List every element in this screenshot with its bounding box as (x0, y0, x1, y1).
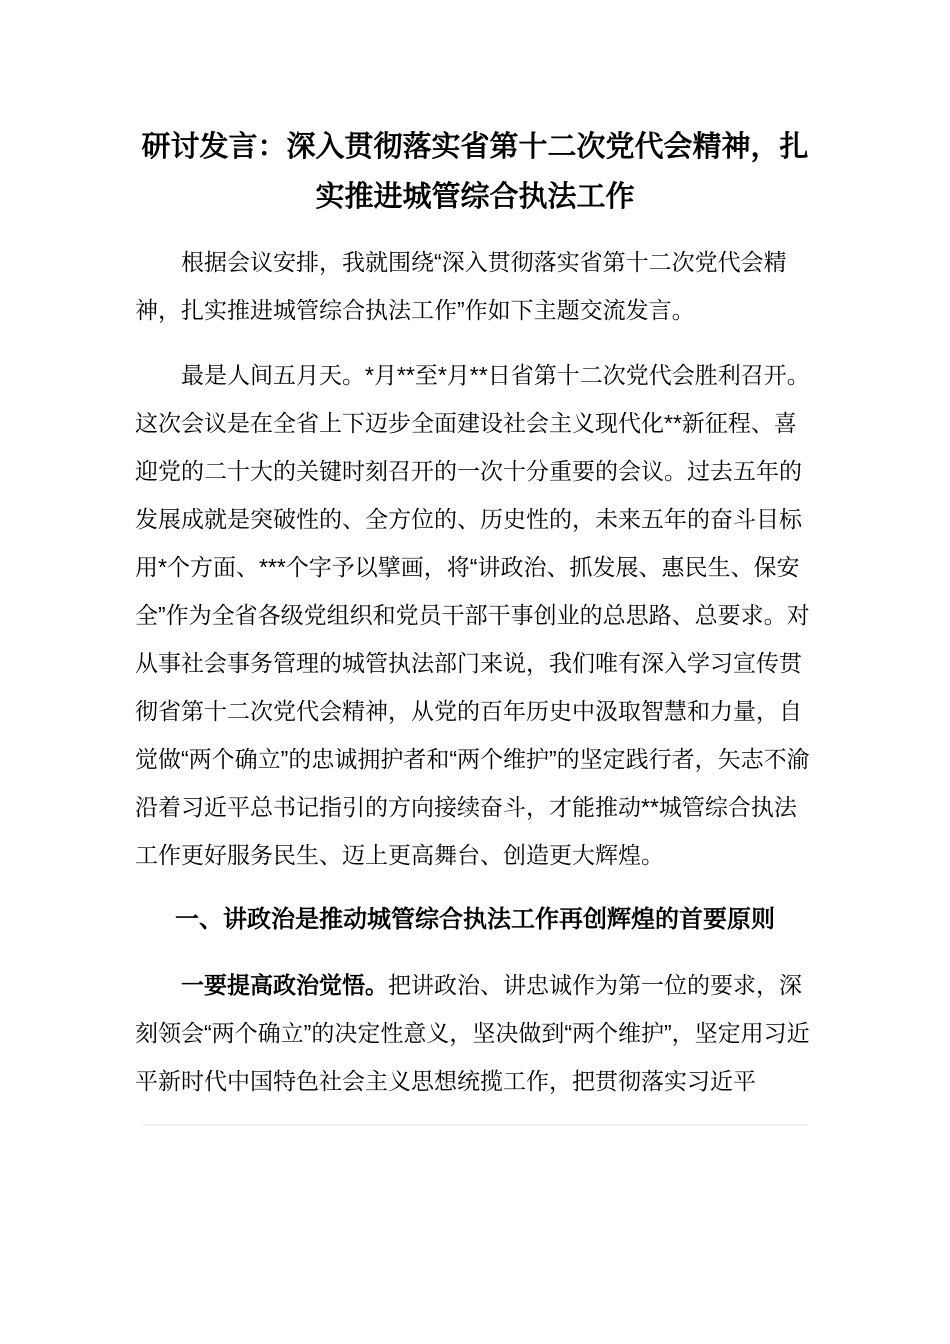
section-1-text: 把讲政治、讲忠诚作为第一位的要求，深刻领会“两个确立”的决定性意义，坚决做到“两个维护”，坚定用习近平新时代中国特色社会主义思想统揽工作，把贯彻落实习近平 (135, 972, 810, 1094)
document-title: 研讨发言：深入贯彻落实省第十二次党代会精神，扎实推进城管综合执法工作 (141, 131, 809, 213)
section-1-lead: 一要提高政治觉悟。 (181, 972, 388, 998)
paragraph-intro: 根据会议安排，我就围绕“深入贯彻落实省第十二次党代会精神，扎实推进城管综合执法工作”作如下主题交流发言。 (135, 249, 787, 323)
section-1-heading: 一、讲政治是推动城管综合执法工作再创辉煌的首要原则 (175, 906, 775, 933)
page-cut-line (142, 1124, 808, 1126)
section-1-paragraph (135, 961, 815, 1105)
paragraph-body-1: 最是人间五月天。*月**至*月**日省第十二次党代会胜利召开。这次会议是在全省上下迈步全面建设社会主义现代化**新征程、喜迎党的二十大的关键时刻召开的一次十分重要的会议。过去五年的发展成就是突破性的、全方位的、历史性的，未来五年的奋斗目标用*个方面、***个字予以擘画，将“讲政治、抓发展、惠民生、保安全”作为全省各级党组织和党员干部干事创业的总思路、总要求。对从事社会事务管理的城管执法部门来说，我们唯有深入学习宣传贯彻省第十二次党代会精神，从党的百年历史中汲取智慧和力量，自觉做“两个确立”的忠诚拥护者和“两个维护”的坚定践行者，矢志不渝沿着习近平总书记指引的方向接续奋斗，才能推动**城管综合执法工作更好服务民生、迈上更高舞台、创造更大辉煌。 (135, 362, 810, 868)
